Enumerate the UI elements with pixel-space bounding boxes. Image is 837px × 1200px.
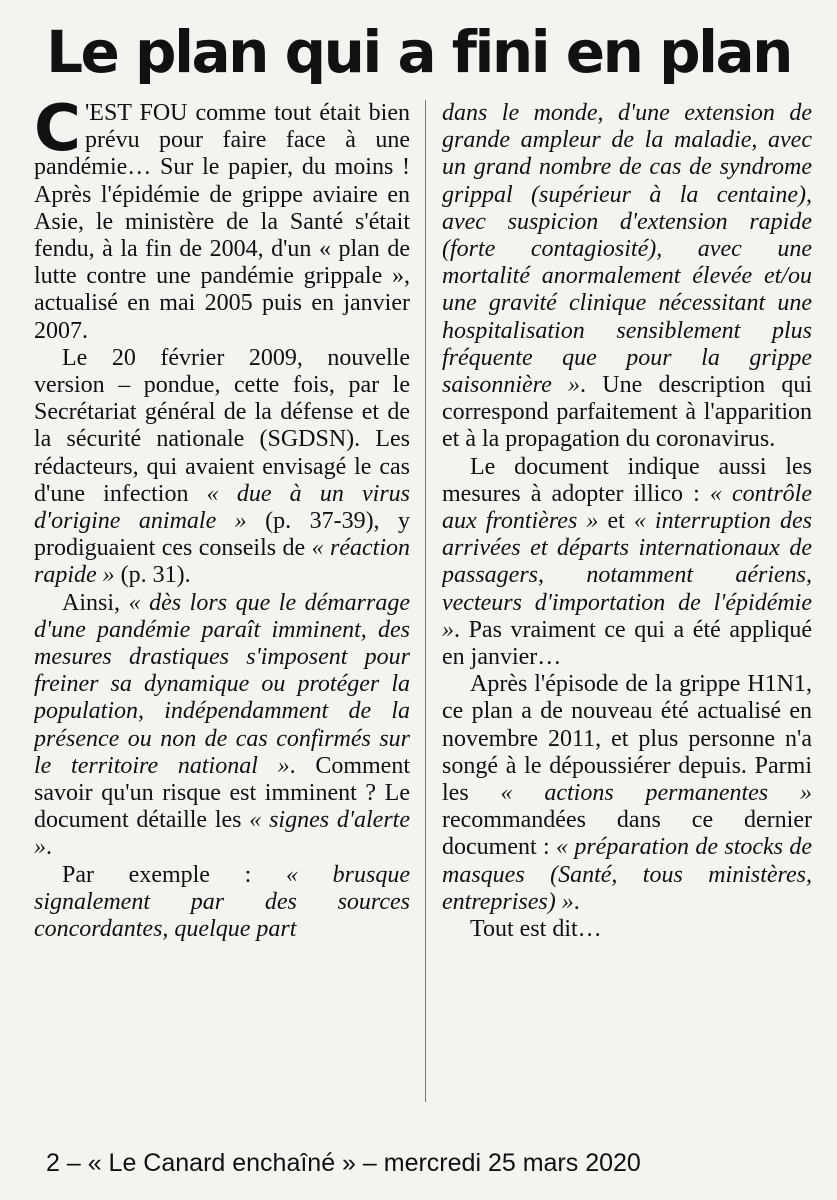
column-right [442,100,812,1102]
paragraph-6-text: Après l'épisode de la grippe H1N1, ce plan a de nouveau été actualisé en novembre 2011, et plus personne n'a songé à le dépoussiérer depuis. Parmi les [442,671,812,807]
paragraph-2-text-3: (p. 31). [114,562,191,589]
paragraph-1 [34,100,410,345]
paragraph-2 [34,345,410,590]
paragraph-4-text: Par exemple : [62,861,286,888]
paragraph-4-continued [442,100,812,454]
paragraph-2-text-2: (p. 37-39), y prodiguaient ces conseils de [34,508,410,562]
column-left [34,100,410,1102]
paragraph-5-text: Le document indique aussi les mesures à adopter illico : [442,453,812,507]
paragraph-5 [442,454,812,672]
paragraph-3-text-2: . Comment savoir qu'un risque est imminent ? Le document détaille les [34,752,410,834]
paragraph-1-lead: 'EST FOU [84,100,188,126]
paragraph-5-quote-2: « interruption des arrivées et départs internationaux de passagers, notamment aériens, vecteurs d'importation de l'épidémie » [442,508,812,643]
paragraph-6 [442,671,812,916]
paragraph-3-text-3: . [46,834,52,861]
paragraph-2-text: Le 20 février 2009, nouvelle version – pondue, cette fois, par le Secrétariat général de la défense et de la sécurité nationale (SGDSN). Les rédacteurs, qui avaient envisagé le cas d'une infection [34,344,410,507]
paragraph-3-text: Ainsi, [62,589,129,616]
paragraph-3 [34,590,410,862]
paragraph-2-quote-2: « réaction rapide » [34,535,410,589]
paragraph-2-quote-1: « due à un virus d'origine animale » [34,480,410,535]
paragraph-5-text-3: . Pas vraiment ce qui a été appliqué en janvier… [442,616,812,671]
paragraph-7 [442,916,812,943]
paragraph-3-quote: « dès lors que le démarrage d'une pandémie paraît imminent, des mesures drastiques s'imposent pour freiner sa dynamique ou protéger la population, indépendamment de la présence ou non de cas confirmés sur le territoire national » [34,589,410,779]
paragraph-4 [34,862,410,944]
paragraph-1-text: comme tout était bien prévu pour faire face à une pandémie… Sur le papier, du moins ! Après l'épidémie de grippe aviaire en Asie, le ministère de la Santé s'était fendu, à la fin de 2004, d'un « plan de lutte contre une pandémie grippale », actualisé en mai 2005 puis en janvier 2007. [34,100,410,344]
paragraph-6-text-3: . [573,888,580,915]
paragraph-6-text-2: recommandées dans ce dernier document : [442,807,812,861]
paragraph-4-quote-right: dans le monde, d'une extension de grande ampleur de la maladie, avec un grand nombre de cas de syndrome grippal (supérieur à la centaine), avec suspicion d'extension rapide (forte contagiosité), avec une mortalité anormalement élevée et/ou une gravité clinique nécessitant une hospitalisation sensiblement plus fréquente que pour la grippe saisonnière » [442,100,812,399]
headline: Le plan qui a fini en plan [46,18,791,86]
paragraph-7-text: Tout est dit… [470,916,602,943]
column-divider [425,100,426,1102]
paragraph-5-text-2: et [598,508,634,535]
paragraph-6-quote-1: « actions permanentes » [500,780,812,807]
paragraph-4-text-2: . Une description qui correspond parfaitement à l'apparition et à la propagation du coronavirus. [442,372,812,453]
paragraph-5-quote-1: « contrôle aux frontières » [442,480,812,535]
paragraph-3-quote-2: « signes d'alerte » [34,807,410,861]
paragraph-4-quote-left: « brusque signalement par des sources concordantes, quelque part [34,861,410,943]
paragraph-6-quote-2: « préparation de stocks de masques (Santé, tous ministères, entreprises) » [442,834,812,915]
drop-cap: C [34,100,81,166]
page-footer: 2 – « Le Canard enchaîné » – mercredi 25 mars 2020 [46,1149,641,1177]
